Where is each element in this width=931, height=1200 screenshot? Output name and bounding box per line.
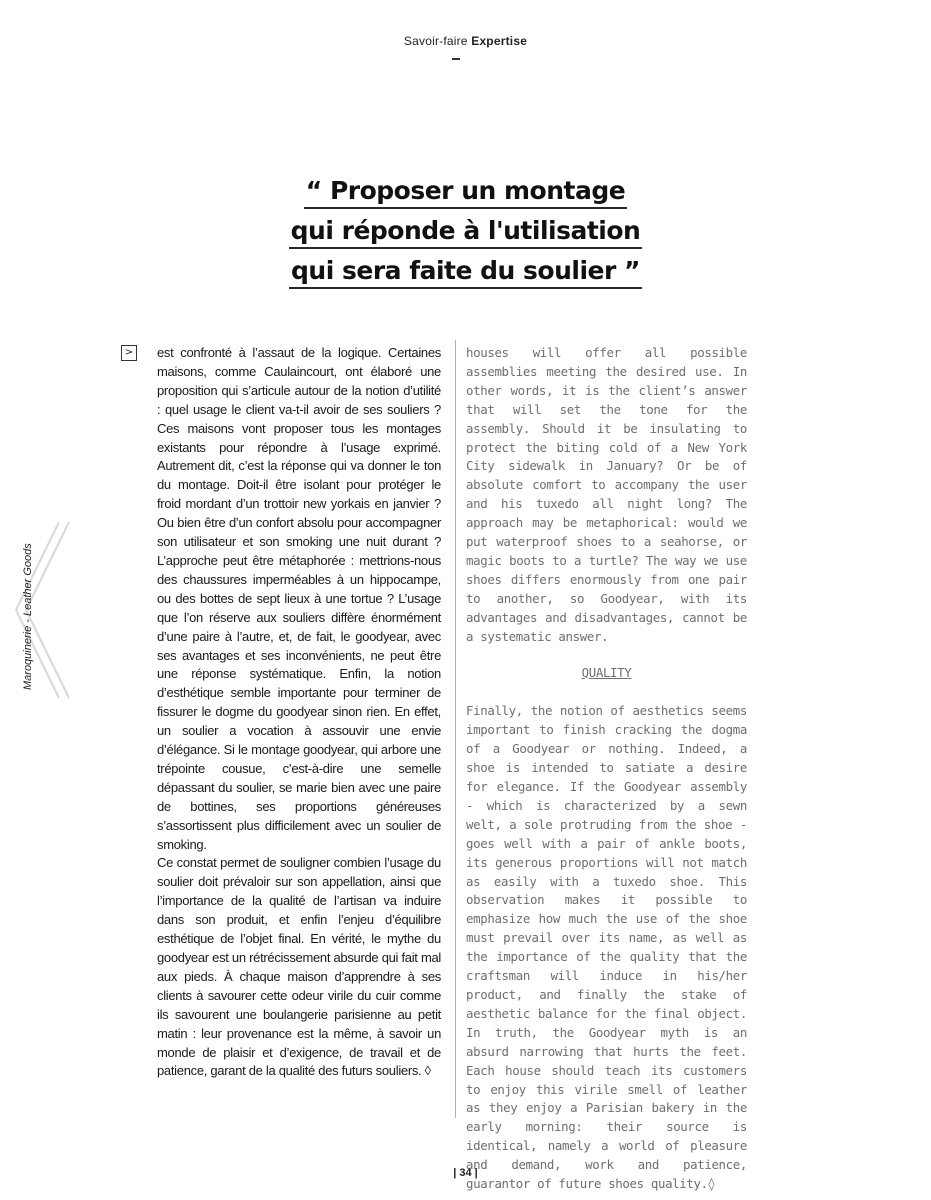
english-paragraph-2: Finally, the notion of aesthetics seems important to finish cracking the dogma of a Goodyear or nothing. Indeed, a shoe is intended to satiate a desire for elegance. If the Goodyear assembly - which is characterized by a sewn welt, a sole protruding from the shoe - goes well with a pair of ankle boots, its generous proportions will not match as easily with a tuxedo shoe. This observation makes it possible to emphasize how much the use of the shoe must prevail over its name, as well as the importance of the quality that the craftsman will induce in his/her product, and finally the stake of aesthetic balance for the final object. In truth, the Goodyear myth is an absurd narrowing that hurts the feet. Each house should teach its customers to enjoy this virile smell of leather as they enjoy a Parisian bakery in the early morning: their source is identical, namely a world of pleasure and demand, work and patience, guarantor of future shoes quality.◊ [466, 703, 747, 1192]
page-number: | 34 | [453, 1167, 478, 1179]
open-quote-mark: “ [305, 176, 322, 205]
english-paragraph-1: houses will offer all possible assemblies meeting the desired use. In other words, it is the client’s answer that will set the tone for the assembly. Should it be insulating to protect the biting cold of a New York City sidewalk in January? Or be of absolute comfort to accompany the user and his tuxedo all night long? The approach may be metaphorical: would we put waterproof shoes to a seahorse, or magic boots to a turtle? The way we use shoes differs enormously from one pair to another, so Goodyear, with its advantages and disadvantages, cannot be a systematic answer. [466, 345, 747, 644]
french-paragraph-2: Ce constat permet de souligner combien l’usage du soulier doit prévaloir sur son appellation, ainsi que l’importance de la qualité de l’artisan va induire dans son produit, et enfin l’enjeu d’équilibre esthétique de l’objet final. En vérité, le mythe du goodyear est un rétrécissement absurde qui fait mal aux pieds. À chaque maison d’apprendre à ses clients à savourer cette odeur virile du cuir comme ils savourent une boulangerie parisienne au petit matin : leur provenance est la même, à savoir un monde de plaisir et d’exigence, de travail et de patience, garant de la qualité des futurs souliers. ◊ [157, 855, 441, 1079]
pull-quote-text-1: Proposer un montage [329, 176, 626, 205]
column-divider [455, 340, 456, 1118]
french-paragraph-1: est confronté à l’assaut de la logique. Certaines maisons, comme Caulaincourt, ont élaboré une proposition qui s’articule autour de la notion d’utilité : quel usage le client va-t-il avoir de ses souliers ? Ces maisons vont proposer tous les montages existants pour répondre à l’usage exprimé. Autrement dit, c’est la réponse qui va donner le ton du montage. Doit-il être isolant pour protéger le froid mordant d’un trottoir new yorkais en janvier ? Ou bien être d’un confort absolu pour accompagner son utilisateur et son smoking une nuit durant ? L’approche peut être métaphorée : mettrions-nous des chaussures imperméables à un hippocampe, ou des bottes de sept lieux à une tortue ? L’usage que l’on réserve aux souliers diffère énormément d’une paire à l’autre, et, de fait, le goodyear, avec ses avantages et ses inconvénients, ne peut être une réponse systématique. Enfin, la notion d’esthétique semble importante pour terminer de fissurer le dogme du goodyear sinon rien. En effet, un soulier a vocation à assouvir une envie d’élégance. Si le montage goodyear, qui arbore une trépointe cousue, c’est-à-dire une semelle dépassant du soulier, se marie bien avec une paire de bottines, ses proportions généreuses s’assortissent plus difficilement avec un soulier de smoking. [157, 345, 441, 852]
close-quote-mark: ” [624, 256, 640, 285]
section-label: Savoir-faire [403, 34, 468, 48]
pull-quote [0, 172, 931, 292]
pull-quote-line-2: qui réponde à l'utilisation [289, 215, 643, 249]
french-text-column [157, 344, 441, 1081]
pull-quote-line-1 [304, 175, 627, 209]
arrow-right-icon: > [121, 345, 137, 361]
header-dash-divider [452, 58, 460, 60]
english-text-column [466, 344, 747, 1194]
pull-quote-line-3 [289, 255, 642, 289]
section-title: Expertise [471, 34, 528, 48]
quality-heading: QUALITY [581, 664, 632, 680]
pull-quote-text-3: qui sera faite du soulier [291, 256, 616, 285]
section-header [0, 34, 931, 48]
side-section-label: Maroquinerie - Leather Goods [22, 543, 34, 690]
